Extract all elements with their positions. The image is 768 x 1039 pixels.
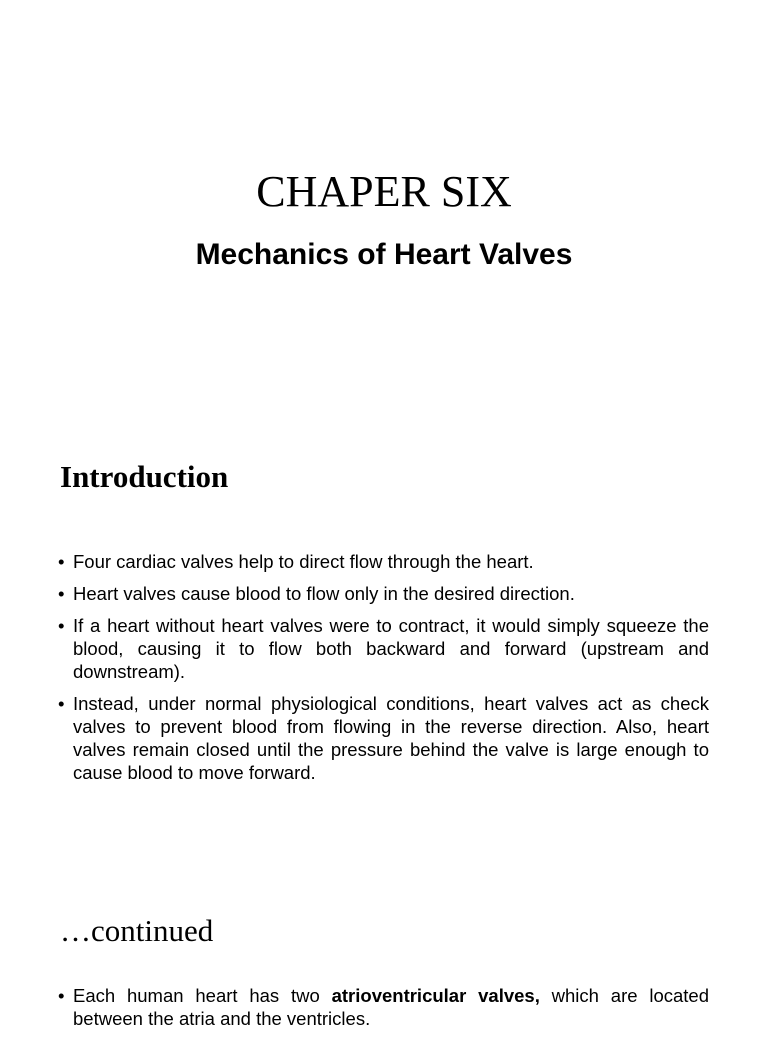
list-item [58, 582, 709, 605]
bullet-text-end: which are located between the atria and the ventricles. [73, 985, 709, 1029]
bullet-list [58, 984, 709, 1039]
bullet-text: Instead, under normal physiological conditions, heart valves act as check valves to prevent blood from flowing in the reverse direction. Also, heart valves remain closed until the pressure behind the valve is large enough to cause blood to move forward. [73, 693, 709, 783]
introduction-slide [0, 432, 768, 864]
bullet-text [73, 985, 709, 1029]
continued-slide [0, 864, 768, 1029]
list-item [58, 614, 709, 683]
bullet-text: Four cardiac valves help to direct flow through the heart. [73, 551, 534, 572]
list-item [58, 550, 709, 573]
chapter-title: CHAPER SIX [256, 167, 512, 216]
chapter-subtitle: Mechanics of Heart Valves [195, 238, 573, 271]
bullet-marker: • [58, 551, 65, 572]
bullet-marker: • [58, 615, 65, 636]
bullet-text: Heart valves cause blood to flow only in the desired direction. [73, 583, 575, 604]
bullet-marker: • [58, 985, 65, 1006]
bullet-marker: • [58, 583, 65, 604]
list-item [58, 984, 709, 1030]
slide-heading: …continued [60, 913, 214, 948]
bullet-text-bold: atrioventricular valves, [331, 985, 540, 1006]
title-slide [0, 0, 768, 432]
list-item [58, 692, 709, 784]
bullet-marker: • [58, 693, 65, 714]
bullet-list [58, 550, 709, 793]
bullet-text-start: Each human heart has two [73, 985, 332, 1006]
slide-heading: Introduction [60, 459, 229, 494]
bullet-text: If a heart without heart valves were to contract, it would simply squeeze the blood, causing it to flow both backward and forward (upstream and downstream). [73, 615, 709, 682]
